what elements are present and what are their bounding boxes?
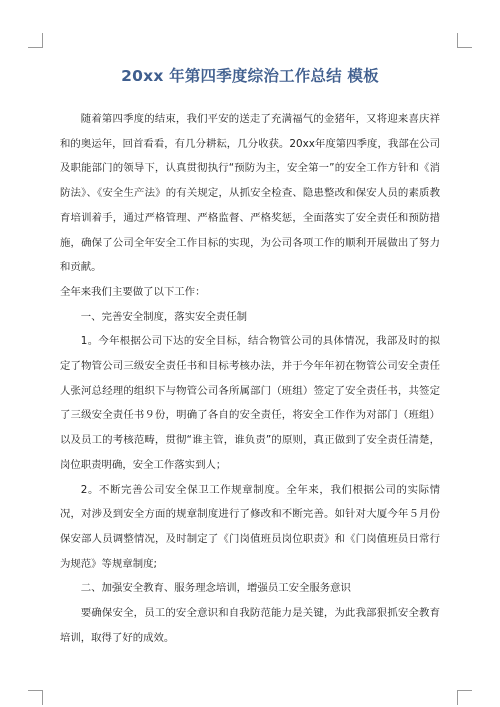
section-heading-1: 一、完善安全制度，落实安全责任制 xyxy=(80,310,248,323)
paragraph-intro: 随着第四季度的结束，我们平安的送走了充满福气的金猪年，又将迎来喜庆祥和的奥运年，回首看看，有几分耕耘，几分收获。20xx年度第四季度，我部在公司及职能部门的领导下，认真贯彻执行“预防为主，安全第一”的安全工作方针和《消防法》、《安全生产法》的有关规定，从抓安全检查、隐患整改和保安人员的素质教育培训着手，通过严格管理、严格监督、严格奖惩，全面落实了安全责任和预防措施，确保了公司全年安全工作目标的实现，为公司各项工作的顺利开展做出了努力和贡献。 xyxy=(60,113,440,274)
paragraph-item-2: 2。不断完善公司安全保卫工作规章制度。全年来，我们根据公司的实际情况，对涉及到安全方面的规章制度进行了修改和不断完善。如针对大厦今年５月份保安部人员调整情况，及时制定了《门岗值班员岗位职责》和《门岗值班员日常行为规范》等规章制度; xyxy=(60,483,440,570)
document-title: 20xx 年第四季度综治工作总结 模板 xyxy=(121,67,379,85)
document-body xyxy=(60,107,440,650)
crop-mark-bottom-right xyxy=(457,690,472,705)
section-heading-2: 二、加强安全教育、服务理念培训，增强员工安全服务意识 xyxy=(80,582,351,595)
crop-mark-top-left xyxy=(28,33,43,48)
paragraph-item-1: 1。今年根据公司下达的安全目标，结合物管公司的具体情况，我部及时的拟定了物管公司三级安全责任书和目标考核办法，并于今年年初在物管公司安全责任人张河总经理的组织下与物管公司各所属部门（班组）签定了安全责任书，共签定了三级安全责任书９份，明确了各自的安全责任，将安全工作作为对部门（班组）以及员工的考核范畴，贯彻“谁主管，谁负责”的原则，真正做到了安全责任清楚，岗位职责明确，安全工作落实到人； xyxy=(60,335,440,471)
paragraph-training: 要确保安全，员工的安全意识和自我防范能力是关键，为此我部狠抓安全教育培训，取得了好的成效。 xyxy=(60,607,440,644)
crop-mark-bottom-left xyxy=(28,690,43,705)
crop-mark-top-right xyxy=(457,33,472,48)
paragraph-summary-lead: 全年来我们主要做了以下工作： xyxy=(60,285,206,298)
